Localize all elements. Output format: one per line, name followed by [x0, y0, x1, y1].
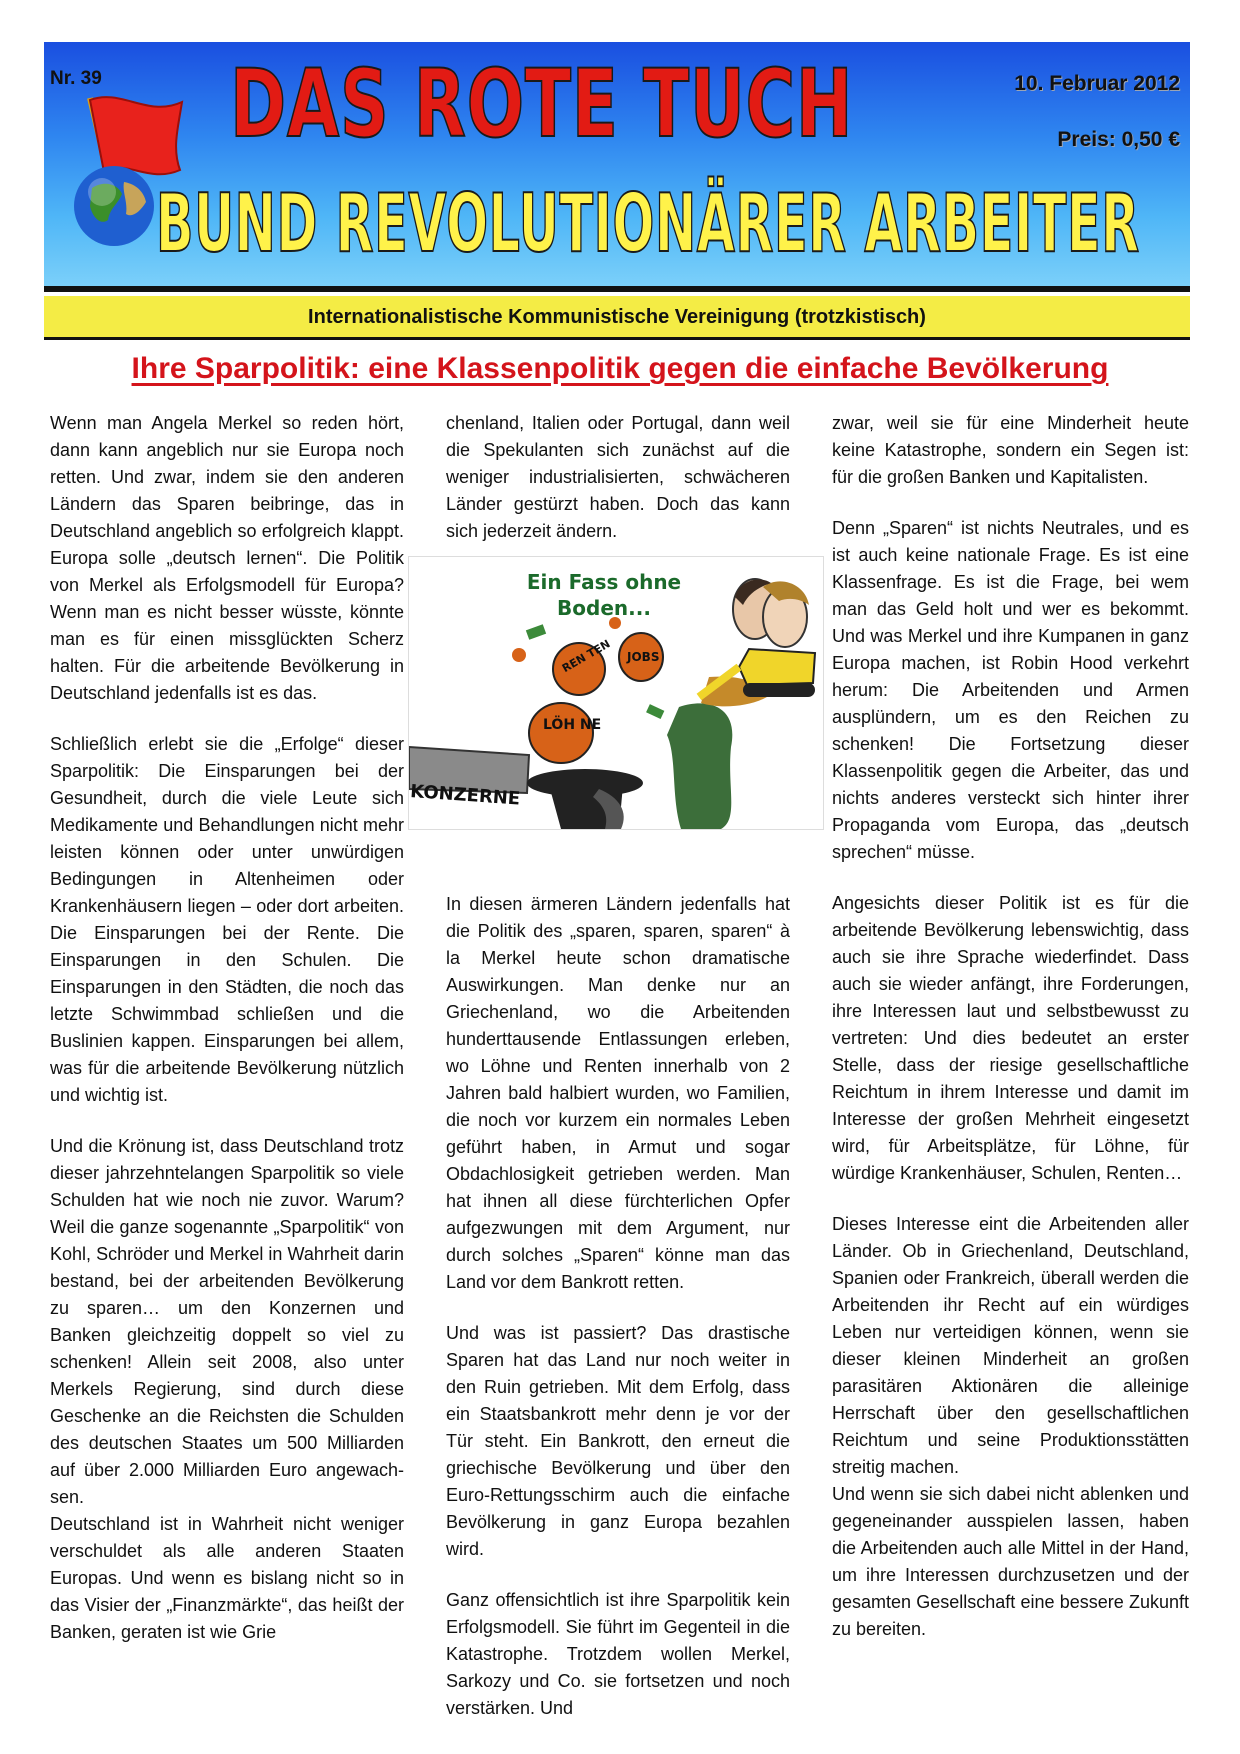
paragraph: Dieses Interesse eint die Arbeitenden aller Länder. Ob in Griechenland, Deutschland, Spanien oder Frankreich, überall werden die Arbeitenden ihr Recht auf ein würdiges Leben nur verteidigen können, wenn sie dieser kleinen Minderheit an großen parasitären Aktionären die alleinige Herrschaft über den gesellschaftlichen Reichtum und seine Produktionsstätten streitig machen. — [832, 1214, 1189, 1477]
paragraph: Und wenn sie sich dabei nicht ablenken und gegeneinander ausspielen lassen, haben die Arbeitenden auch alle Mittel in der Hand, um ihre Interessen durchzusetzen und der gesamten Gesellschaft eine bessere Zukunft zu bereiten. — [832, 1484, 1189, 1639]
bag-loehne-label: LÖH NE — [543, 717, 602, 733]
paragraph: Schließlich erlebt sie die „Erfolge“ dieser Sparpolitik: Die Einsparungen bei der Gesundheit, durch die viele Leute sich Medikamente und Behandlungen nicht mehr leisten können oder unter unwürdigen Bedingungen in Altenheimen oder Krankenhäusern liegen – oder dort arbeiten. Die Einsparungen bei der Rente. Die Einsparungen in den Schulen. Die Einsparungen in den Städten, die noch das letzte Schwimmbad schließen und die Buslinien kappen. Einsparungen bei allem, was für die arbeitende Bevölkerung nützlich und wichtig ist. — [50, 734, 404, 1105]
paragraph: Angesichts dieser Politik ist es für die arbeitende Bevölkerung lebenswichtig, dass auch sie ihre Sprache wiederfindet. Dass auch sie wieder anfängt, ihre Forderungen, ihre Interessen laut und selbstbewusst zu vertreten: Und dies bedeutet an erster Stelle, dass der riesige gesellschaftliche Reichtum in ihrem Interesse und damit im Interesse der großen Mehrheit eingesetzt wird, für Arbeitsplätze, für Löhne, für würdige Krankenhäuser, Schulen, Renten… — [832, 893, 1189, 1183]
cartoon-caption — [519, 569, 689, 621]
paragraph: Denn „Sparen“ ist nichts Neutrales, und es ist auch keine nationale Frage. Es ist eine Klassenfrage. Es ist die Frage, bei wem man das Geld holt und wer es bekommt. Und was Merkel und ihre Kumpanen in ganz Europa machen, ist Robin Hood verkehrt herum: Die Arbeitenden und Armen ausplündern, um es den Reichen zu schenken! Die Fortsetzung dieser Klassenpolitik gegen die Arbeiter, das und nichts anderes versteckt sich hinter ihrer Propaganda vom Europa, das „deutsch sprechen“ müsse. — [832, 518, 1189, 862]
masthead-divider — [44, 286, 1190, 292]
paragraph: zwar, weil sie für eine Minderheit heute keine Katastrophe, sondern ein Segen ist: für die großen Banken und Kapitalisten. — [832, 413, 1189, 487]
column-3 — [832, 410, 1189, 1643]
paragraph: Wenn man Angela Merkel so reden hört, dann kann angeblich nur sie Europa noch retten. Und zwar, indem sie den anderen Ländern das Sparen beibringe, das in Deutschland angeblich so erfolgreich klappt. Europa solle „deutsch lernen“. Die Politik von Merkel als Erfolgsmodell für Europa? Wenn man es nicht besser wüsste, könnte man es für einen missglückten Scherz halten. Für die arbeitende Bevölkerung in Deutschland jedenfalls ist es das. — [50, 413, 404, 703]
konzerne-label: KONZERNE — [409, 781, 521, 810]
price: Preis: 0,50 € — [1057, 128, 1180, 151]
bag-renten-label: REN TEN — [559, 637, 613, 676]
money-bag-jobs-icon — [619, 633, 663, 681]
caption-line-2: Boden... — [557, 596, 651, 620]
paragraph: Deutschland ist in Wahrheit nicht weniger verschuldet als alle anderen Staaten Europas. Und wenn es bislang nicht so in das Visier der „Finanzmärkte“, das heißt der Banken, geraten ist wie Grie — [50, 1514, 404, 1642]
issue-number: Nr. 39 — [50, 68, 102, 89]
newspaper-title: DAS ROTE TUCH — [230, 50, 854, 159]
caption-line-1: Ein Fass ohne — [526, 570, 682, 594]
masthead — [44, 42, 1190, 292]
publication-date: 10. Februar 2012 — [1014, 72, 1180, 95]
editorial-cartoon — [408, 556, 824, 830]
column-1 — [50, 410, 404, 1646]
paragraph: Und was ist passiert? Das drastische Sparen hat das Land nur noch weiter in den Ruin getrieben. Mit dem Erfolg, dass ein Staatsbankrott mehr denn je vor der Tür steht. Ein Bankrott, den erneut die griechische Bevölkerung und über den Euro-Rettungsschirm auch die einfache Bevölkerung in ganz Europa bezahlen wird. — [446, 1323, 790, 1559]
money-bag-renten-icon — [553, 637, 612, 695]
newspaper-subtitle: BUND REVOLUTIONÄRER ARBEITER — [156, 177, 1140, 270]
paragraph: Und die Krönung ist, dass Deutschland trotz dieser jahrzehntelangen Sparpolitik so viele Schulden hat wie noch nie zuvor. Warum? Weil die ganze sogenannte „Sparpolitik“ von Kohl, Schröder und Merkel in Wahrheit darin bestand, bei der arbeitenden Bevölkerung zu sparen… um den Konzernen und Banken gleichzeitig doppelt so viel zu schenken! Allein seit 2008, also unter Merkels Regierung, sind durch diese Geschenke an die Reichsten die Schulden des deutschen Staates um 500 Milliarden auf über 2.000 Milliarden Euro angewachsen. — [50, 1136, 404, 1507]
money-bag-loehne-icon — [529, 703, 601, 763]
paragraph: Ganz offensichtlich ist ihre Sparpolitik kein Erfolgsmodell. Sie führt im Gegenteil in die Katastrophe. Trotzdem wollen Merkel, Sarkozy und Co. sie fortsetzen und noch verstärken. Und — [446, 1590, 790, 1718]
organization-bar: Internationalistische Kommunistische Vereinigung (trotzkistisch) — [44, 296, 1190, 340]
bag-jobs-label: JOBS — [627, 650, 660, 664]
paragraph: In diesen ärmeren Ländern jedenfalls hat die Politik des „sparen, sparen, sparen“ à la Merkel heute schon dramatische Auswirkungen. Man denke nur an Griechenland, wo die Arbeitenden hunderttausende Entlassungen erleben, wo Löhne und Renten innerhalb von 2 Jahren bald halbiert wurden, wo Familien, die noch vor kurzem ein normales Leben geführt haben, in Armut und sogar Obdachlosigkeit getrieben werden. Man hat ihnen all diese fürchterlichen Opfer aufgezwungen mit dem Argument, nur durch solches „Sparen“ könne man das Land vor dem Bankrott retten. — [446, 894, 790, 1292]
article-headline: Ihre Sparpolitik: eine Klassenpolitik gegen die einfache Bevölkerung — [131, 352, 1109, 385]
paragraph: chenland, Italien oder Portugal, dann weil die Spekulanten sich zunächst auf die weniger industrialisierten, schwächeren Länder gestürzt haben. Doch das kann sich jederzeit ändern. — [446, 413, 790, 541]
